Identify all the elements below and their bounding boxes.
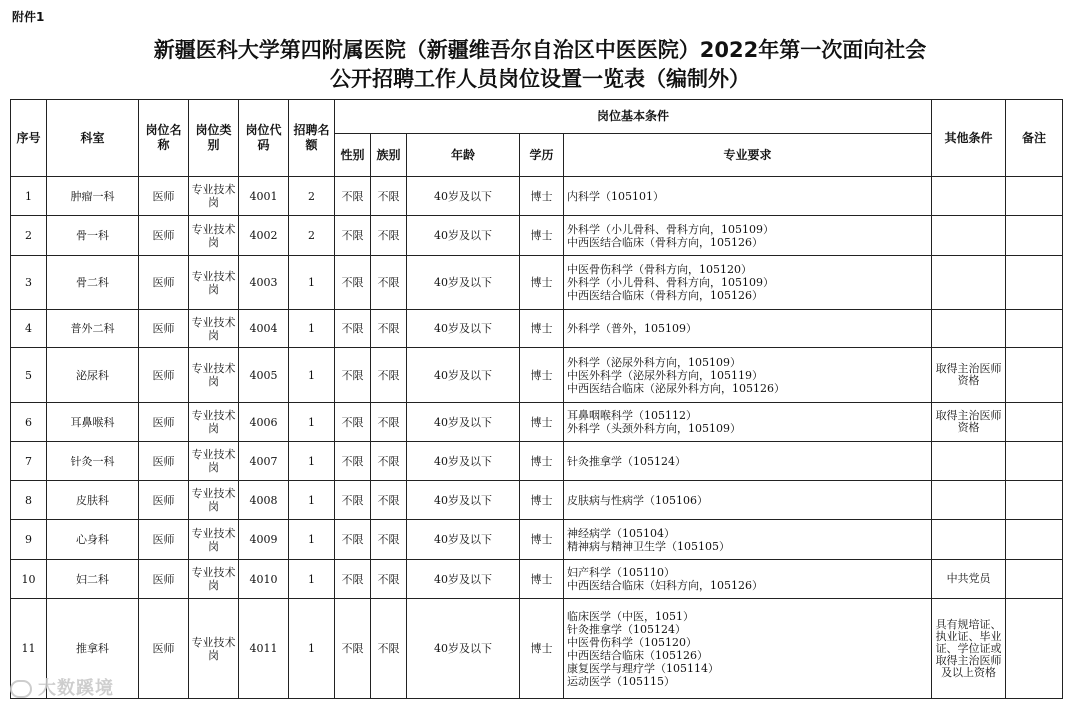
cell-post-name: 医师: [139, 216, 189, 256]
cell-seq: 11: [11, 599, 47, 699]
cell-education: 博士: [520, 348, 564, 403]
cell-major: [564, 599, 932, 699]
cell-post-code: 4003: [239, 256, 289, 310]
table-row: [11, 348, 1063, 403]
cell-post-name: 医师: [139, 310, 189, 348]
cell-post-code: 4011: [239, 599, 289, 699]
cell-post-code: 4006: [239, 403, 289, 442]
cell-post-type: 专业技术岗: [189, 481, 239, 520]
cell-post-code: 4005: [239, 348, 289, 403]
cell-quota: 2: [289, 177, 335, 216]
cell-dept: 普外二科: [47, 310, 139, 348]
cell-post-type: 专业技术岗: [189, 310, 239, 348]
major-item: 中医外科学（泌尿外科方向，105119）: [567, 368, 763, 382]
cell-gender: 不限: [335, 599, 371, 699]
cell-other: [932, 310, 1006, 348]
major-item: 外科学（小儿骨科、骨科方向，105109）: [567, 222, 774, 236]
cell-age: 40岁及以下: [407, 216, 520, 256]
cell-ethnicity: 不限: [371, 599, 407, 699]
positions-table: [10, 99, 1063, 699]
cell-post-name: 医师: [139, 560, 189, 599]
cell-post-name: 医师: [139, 481, 189, 520]
table-row: [11, 310, 1063, 348]
cell-post-name: 医师: [139, 256, 189, 310]
cell-ethnicity: 不限: [371, 560, 407, 599]
major-item: 中医骨伤科学（105120）: [567, 635, 697, 649]
cell-seq: 6: [11, 403, 47, 442]
cell-age: 40岁及以下: [407, 481, 520, 520]
cell-quota: 1: [289, 481, 335, 520]
cell-other: 取得主治医师资格: [932, 348, 1006, 403]
cell-education: 博士: [520, 310, 564, 348]
cell-other: 具有规培证、执业证、毕业证、学位证或取得主治医师及以上资格: [932, 599, 1006, 699]
table-row: [11, 599, 1063, 699]
cell-post-name: 医师: [139, 520, 189, 560]
cell-ethnicity: 不限: [371, 520, 407, 560]
cell-other: [932, 216, 1006, 256]
cell-post-type: 专业技术岗: [189, 560, 239, 599]
cell-ethnicity: 不限: [371, 481, 407, 520]
cell-remark: [1006, 560, 1063, 599]
cell-age: 40岁及以下: [407, 310, 520, 348]
header-education: 学历: [520, 134, 564, 177]
major-item: 外科学（普外，105109）: [567, 322, 697, 335]
cell-quota: 1: [289, 520, 335, 560]
table-row: [11, 560, 1063, 599]
cell-gender: 不限: [335, 177, 371, 216]
cell-quota: 2: [289, 216, 335, 256]
cell-dept: 肿瘤一科: [47, 177, 139, 216]
cell-quota: 1: [289, 442, 335, 481]
cell-post-type: 专业技术岗: [189, 403, 239, 442]
cell-other: [932, 481, 1006, 520]
cell-major: [564, 520, 932, 560]
major-item: 皮肤病与性病学（105106）: [567, 493, 708, 507]
header-remark: 备注: [1006, 100, 1063, 177]
cell-post-code: 4004: [239, 310, 289, 348]
header-post-type: 岗位类别: [189, 100, 239, 177]
cell-age: 40岁及以下: [407, 560, 520, 599]
cell-remark: [1006, 403, 1063, 442]
cell-ethnicity: 不限: [371, 348, 407, 403]
major-item: 中医骨伤科学（骨科方向，105120）: [567, 263, 752, 276]
cell-seq: 4: [11, 310, 47, 348]
major-item: 针灸推拿学（105124）: [567, 454, 686, 468]
major-item: 精神病与精神卫生学（105105）: [567, 539, 730, 553]
table-row: [11, 177, 1063, 216]
major-item: 中西医结合临床（骨科方向，105126）: [567, 235, 763, 249]
cell-post-code: 4010: [239, 560, 289, 599]
table-row: [11, 216, 1063, 256]
cell-age: 40岁及以下: [407, 442, 520, 481]
cell-education: 博士: [520, 481, 564, 520]
cell-gender: 不限: [335, 403, 371, 442]
major-item: 外科学（泌尿外科方向，105109）: [567, 355, 741, 369]
cell-post-type: 专业技术岗: [189, 520, 239, 560]
cell-major: [564, 216, 932, 256]
cell-quota: 1: [289, 256, 335, 310]
table-row: [11, 256, 1063, 310]
cell-post-code: 4008: [239, 481, 289, 520]
watermark-text: 大数蹊境: [38, 678, 114, 699]
cell-gender: 不限: [335, 256, 371, 310]
cell-other: [932, 442, 1006, 481]
cell-age: 40岁及以下: [407, 520, 520, 560]
cell-major: [564, 310, 932, 348]
cell-other: [932, 177, 1006, 216]
cell-age: 40岁及以下: [407, 403, 520, 442]
cell-seq: 5: [11, 348, 47, 403]
table-row: [11, 403, 1063, 442]
cell-seq: 8: [11, 481, 47, 520]
cell-quota: 1: [289, 560, 335, 599]
cell-education: 博士: [520, 599, 564, 699]
cell-gender: 不限: [335, 348, 371, 403]
cell-ethnicity: 不限: [371, 256, 407, 310]
cell-seq: 1: [11, 177, 47, 216]
cell-major: [564, 442, 932, 481]
cell-post-code: 4001: [239, 177, 289, 216]
cell-post-type: 专业技术岗: [189, 177, 239, 216]
cell-dept: 针灸一科: [47, 442, 139, 481]
cell-remark: [1006, 481, 1063, 520]
cell-dept: 皮肤科: [47, 481, 139, 520]
table-row: [11, 520, 1063, 560]
cell-seq: 3: [11, 256, 47, 310]
cell-quota: 1: [289, 403, 335, 442]
cell-ethnicity: 不限: [371, 403, 407, 442]
cell-gender: 不限: [335, 216, 371, 256]
header-dept: 科室: [47, 100, 139, 177]
cell-major: [564, 481, 932, 520]
page-title-line1: 新疆医科大学第四附属医院（新疆维吾尔自治区中医医院）2022年第一次面向社会: [153, 38, 927, 62]
cell-post-name: 医师: [139, 348, 189, 403]
cell-quota: 1: [289, 599, 335, 699]
cell-education: 博士: [520, 216, 564, 256]
cell-remark: [1006, 216, 1063, 256]
major-item: 外科学（小儿骨科、骨科方向，105109）: [567, 276, 774, 289]
cell-post-code: 4007: [239, 442, 289, 481]
cell-other: 取得主治医师资格: [932, 403, 1006, 442]
cell-age: 40岁及以下: [407, 256, 520, 310]
cell-remark: [1006, 177, 1063, 216]
header-gender: 性别: [335, 134, 371, 177]
cell-post-type: 专业技术岗: [189, 599, 239, 699]
cell-post-code: 4002: [239, 216, 289, 256]
major-item: 中西医结合临床（骨科方向，105126）: [567, 289, 763, 302]
cell-education: 博士: [520, 560, 564, 599]
major-item: 内科学（105101）: [567, 189, 664, 203]
cell-gender: 不限: [335, 310, 371, 348]
cell-remark: [1006, 599, 1063, 699]
cell-age: 40岁及以下: [407, 348, 520, 403]
major-item: 耳鼻咽喉科学（105112）: [567, 409, 697, 422]
cell-dept: 泌尿科: [47, 348, 139, 403]
cell-gender: 不限: [335, 442, 371, 481]
cell-major: [564, 403, 932, 442]
cell-gender: 不限: [335, 481, 371, 520]
cell-major: [564, 348, 932, 403]
cell-major: [564, 560, 932, 599]
cell-remark: [1006, 520, 1063, 560]
header-basic: 岗位基本条件: [335, 100, 932, 134]
cell-dept: 骨二科: [47, 256, 139, 310]
header-quota: 招聘名额: [289, 100, 335, 177]
cell-other: 中共党员: [932, 560, 1006, 599]
cell-post-code: 4009: [239, 520, 289, 560]
cell-education: 博士: [520, 403, 564, 442]
cell-dept: 耳鼻喉科: [47, 403, 139, 442]
cell-ethnicity: 不限: [371, 310, 407, 348]
major-item: 中西医结合临床（泌尿外科方向，105126）: [567, 381, 785, 395]
cell-education: 博士: [520, 520, 564, 560]
cell-other: [932, 256, 1006, 310]
cell-seq: 10: [11, 560, 47, 599]
cell-gender: 不限: [335, 520, 371, 560]
major-item: 康复医学与理疗学（105114）: [567, 661, 719, 675]
cell-dept: 妇二科: [47, 560, 139, 599]
cell-seq: 7: [11, 442, 47, 481]
watermark-logo-icon: [10, 680, 32, 698]
cell-post-type: 专业技术岗: [189, 348, 239, 403]
cell-other: [932, 520, 1006, 560]
cell-education: 博士: [520, 256, 564, 310]
cell-major: [564, 256, 932, 310]
cell-post-type: 专业技术岗: [189, 216, 239, 256]
header-other: 其他条件: [932, 100, 1006, 177]
header-seq: 序号: [11, 100, 47, 177]
cell-remark: [1006, 442, 1063, 481]
watermark: [10, 674, 114, 700]
header-row-1: [11, 100, 1063, 134]
header-ethnicity: 族别: [371, 134, 407, 177]
cell-ethnicity: 不限: [371, 177, 407, 216]
cell-remark: [1006, 348, 1063, 403]
header-post-name: 岗位名称: [139, 100, 189, 177]
cell-dept: 心身科: [47, 520, 139, 560]
cell-post-name: 医师: [139, 403, 189, 442]
cell-education: 博士: [520, 442, 564, 481]
cell-ethnicity: 不限: [371, 216, 407, 256]
major-item: 临床医学（中医，1051）: [567, 609, 694, 623]
cell-post-name: 医师: [139, 599, 189, 699]
cell-remark: [1006, 310, 1063, 348]
major-item: 妇产科学（105110）: [567, 566, 675, 579]
cell-quota: 1: [289, 310, 335, 348]
table-row: [11, 442, 1063, 481]
page-title-line2: 公开招聘工作人员岗位设置一览表（编制外）: [330, 67, 750, 91]
header-major: 专业要求: [564, 134, 932, 177]
cell-gender: 不限: [335, 560, 371, 599]
cell-post-type: 专业技术岗: [189, 442, 239, 481]
header-post-code: 岗位代码: [239, 100, 289, 177]
major-item: 中西医结合临床（105126）: [567, 648, 708, 662]
cell-post-name: 医师: [139, 442, 189, 481]
cell-dept: 推拿科: [47, 599, 139, 699]
cell-seq: 9: [11, 520, 47, 560]
table-row: [11, 481, 1063, 520]
cell-post-name: 医师: [139, 177, 189, 216]
major-item: 针灸推拿学（105124）: [567, 622, 686, 636]
cell-seq: 2: [11, 216, 47, 256]
cell-post-type: 专业技术岗: [189, 256, 239, 310]
cell-ethnicity: 不限: [371, 442, 407, 481]
annex-label: 附件1: [12, 10, 45, 24]
header-age: 年龄: [407, 134, 520, 177]
table-body: [11, 177, 1063, 699]
major-item: 外科学（头颈外科方向，105109）: [567, 422, 741, 435]
cell-quota: 1: [289, 348, 335, 403]
major-item: 神经病学（105104）: [567, 526, 675, 540]
cell-age: 40岁及以下: [407, 177, 520, 216]
cell-dept: 骨一科: [47, 216, 139, 256]
cell-remark: [1006, 256, 1063, 310]
major-item: 中西医结合临床（妇科方向，105126）: [567, 579, 763, 592]
cell-age: 40岁及以下: [407, 599, 520, 699]
cell-major: [564, 177, 932, 216]
major-item: 运动医学（105115）: [567, 674, 675, 688]
cell-education: 博士: [520, 177, 564, 216]
